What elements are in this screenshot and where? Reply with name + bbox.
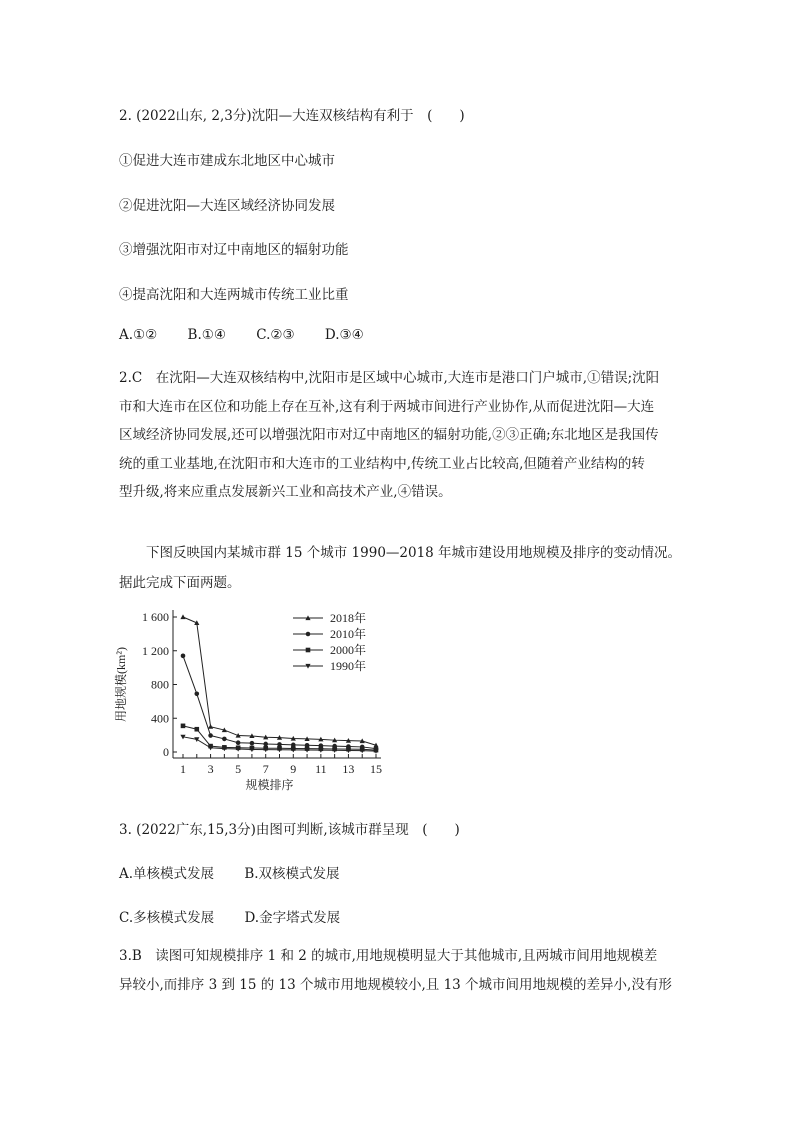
x-tick-label: 11 [315,762,327,776]
q2-option-c: C.②③ [256,327,295,343]
y-tick-label: 0 [163,745,169,759]
q3-option-d: D.金字塔式发展 [244,910,341,926]
legend-label: 2018年 [330,611,367,625]
q2-answer-line: 2.C 在沈阳—大连双核结构中,沈阳市是区域中心城市,大连市是港口门户城市,①错误;沈阳 [119,370,660,386]
q2-statement-3: ③增强沈阳市对辽中南地区的辐射功能 [119,242,349,258]
data-point [222,737,227,742]
land-use-chart [110,600,410,800]
y-tick-label: 800 [151,677,169,692]
q2-option-a: A.①② [119,327,158,343]
q2-answer-line: 型升级,将来应重点发展新兴工业和高技术产业,④错误。 [119,484,452,500]
q3-option-a: A.单核模式发展 [119,866,215,882]
data-point [194,727,199,732]
legend-label: 2000年 [330,643,367,657]
legend-marker [306,648,311,653]
x-axis-label: 规模排序 [245,778,294,792]
data-point [208,733,213,738]
data-point [250,741,255,746]
data-point [263,742,268,747]
q2-stem: 2. (2022山东, 2,3分)沈阳—大连双核结构有利于 ( ) [119,108,465,124]
q2-answer-line: 区域经济协同发展,还可以增强沈阳市对辽中南地区的辐射功能,②③正确;东北地区是我国传 [119,427,659,443]
y-tick-label: 1 600 [142,610,169,624]
data-point [208,724,213,729]
x-tick-label: 3 [207,762,214,776]
q3-options-row-2 [119,906,366,926]
y-tick-label: 1 200 [142,643,169,658]
q2-options [119,327,390,343]
q2-option-d: D.③④ [324,327,364,343]
data-point [236,740,241,745]
intro-paragraph [119,538,689,598]
q2-answer-line: 统的重工业基地,在沈阳市和大连市的工业结构中,传统工业占比较高,但随着产业结构的转 [119,455,645,472]
q3-option-c: C.多核模式发展 [119,910,215,926]
x-tick-label: 15 [370,762,382,776]
q3-answer-line: 3.B 读图可知规模排序 1 和 2 的城市,用地规模明显大于其他城市,且两城市间用地规模差 [119,948,658,964]
data-point [181,724,186,729]
q3-answer-line: 异较小,而排序 3 到 15 的 13 个城市用地规模较小,且 13 个城市间用地规模的差异小,没有形 [119,976,672,993]
x-tick-label: 7 [262,762,269,776]
data-point [194,737,199,742]
q2-answer-explanation [119,364,679,507]
y-tick-label: 400 [151,711,169,726]
q2-statement-2: ②促进沈阳—大连区域经济协同发展 [119,198,335,214]
q2-statement-1: ①促进大连市建成东北地区中心城市 [119,153,335,169]
x-tick-label: 9 [290,762,297,776]
data-point [181,654,186,659]
x-tick-label: 1 [180,762,186,776]
q3-answer-explanation [119,942,679,999]
intro-line: 下图反映国内某城市群 15 个城市 1990—2018 年城市建设用地规模及排序的变动情况。 [119,545,682,561]
q2-statement-4: ④提高沈阳和大连两城市传统工业比重 [119,287,349,303]
legend-label: 1990年 [330,659,367,673]
x-tick-label: 13 [342,762,355,776]
data-point [194,691,199,696]
q3-option-b: B.双核模式发展 [244,866,340,882]
y-axis-label: 用地规模(km²) [114,647,128,722]
legend-marker [306,632,311,637]
legend-label: 2010年 [330,627,367,641]
q3-stem: 3. (2022广东,15,3分)由图可判断,该城市群呈现 ( ) [119,822,460,838]
q2-answer-line: 市和大连市在区位和功能上存在互补,这有利于两城市间进行产业协作,从而促进沈阳—大连 [119,398,655,415]
data-point [180,614,185,619]
q2-option-b: B.①④ [187,327,226,343]
x-tick-label: 5 [235,762,242,776]
q3-options-row-1 [119,862,366,882]
intro-line: 据此完成下面两题。 [119,575,241,591]
